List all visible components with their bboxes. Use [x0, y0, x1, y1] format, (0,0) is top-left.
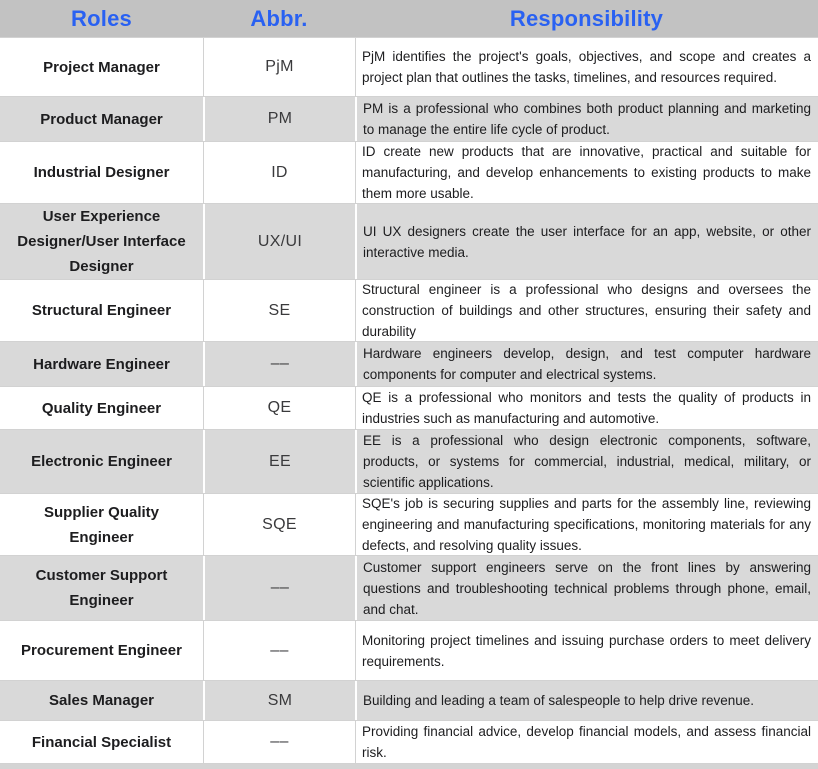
role-cell: Sales Manager	[48, 692, 155, 709]
abbr-cell: ––	[203, 721, 355, 763]
responsibility-cell	[355, 430, 818, 493]
responsibility-text: ID create new products that are innovative, practical and suitable for manufacturing, and develop enhancements to existing products to make them more usable.	[362, 144, 811, 201]
table-header	[0, 0, 818, 37]
role-cell: Procurement Engineer	[21, 642, 182, 659]
abbr-cell: ––	[203, 342, 355, 386]
table-row	[0, 97, 818, 141]
role-cell: Quality Engineer	[41, 399, 162, 417]
responsibility-cell	[355, 556, 818, 620]
responsibility-text: QE is a professional who monitors and tests the quality of products in industries such as manufacturing and automotive.	[362, 390, 811, 426]
table-row	[0, 430, 818, 493]
role-cell: Product Manager	[40, 110, 163, 128]
abbr-cell: ID	[203, 142, 355, 203]
responsibility-cell	[355, 621, 818, 680]
responsibility-text: PjM identifies the project's goals, objectives, and scope and creates a project plan that outlines the tasks, timelines, and resources required.	[362, 49, 811, 85]
role-cell: Customer Support Engineer	[35, 567, 168, 609]
responsibility-cell	[355, 142, 818, 203]
table-row	[0, 556, 818, 620]
role-cell: Electronic Engineer	[31, 453, 172, 470]
responsibility-cell	[355, 204, 818, 279]
abbr-cell: SM	[203, 681, 355, 720]
header-roles: Roles	[71, 5, 132, 31]
header-abbr: Abbr.	[250, 5, 308, 31]
responsibility-cell	[355, 681, 818, 720]
table-row	[0, 720, 818, 764]
responsibility-text: Providing financial advice, develop financial models, and assess financial risk.	[362, 724, 811, 760]
table-row	[0, 620, 818, 681]
role-cell: Hardware Engineer	[33, 355, 170, 373]
role-cell: Financial Specialist	[31, 733, 172, 751]
table-row	[0, 681, 818, 720]
abbr-cell: PjM	[203, 38, 355, 96]
abbr-cell: UX/UI	[203, 204, 355, 279]
role-cell: Industrial Designer	[33, 164, 170, 181]
table-row	[0, 141, 818, 204]
responsibility-text: Structural engineer is a professional who designs and oversees the construction of buildings and other structures, ensuring their safety and durability	[362, 282, 811, 339]
abbr-cell: EE	[203, 430, 355, 493]
responsibility-cell	[355, 342, 818, 386]
abbr-cell: SE	[203, 280, 355, 341]
table-row	[0, 493, 818, 556]
responsibility-cell	[355, 280, 818, 341]
role-cell: Structural Engineer	[31, 302, 172, 319]
responsibility-text: EE is a professional who design electronic components, software, products, or systems for commercial, industrial, medical, military, or scientific applications.	[363, 433, 811, 490]
abbr-cell: ––	[203, 621, 355, 680]
responsibility-text: SQE's job is securing supplies and parts for the assembly line, reviewing engineering and manufacturing specifications, monitoring materials for any defects, and resolving quality issues.	[362, 496, 811, 553]
responsibility-cell	[355, 387, 818, 429]
table-row	[0, 279, 818, 342]
responsibility-text: Monitoring project timelines and issuing purchase orders to meet delivery requirements.	[362, 632, 811, 669]
responsibility-cell	[355, 97, 818, 141]
role-cell: Project Manager	[43, 58, 160, 76]
responsibility-cell	[355, 38, 818, 96]
abbr-cell: ––	[203, 556, 355, 620]
responsibility-text: PM is a professional who combines both product planning and marketing to manage the entire life cycle of product.	[363, 101, 811, 137]
table-row	[0, 204, 818, 279]
responsibility-cell	[355, 721, 818, 763]
table-row	[0, 342, 818, 386]
responsibility-text: Customer support engineers serve on the front lines by answering questions and troubleshooting technical problems through phone, email, and chat.	[363, 559, 811, 617]
abbr-cell: SQE	[203, 494, 355, 555]
table-row	[0, 37, 818, 97]
table-bottom-border	[0, 764, 818, 769]
abbr-cell: PM	[203, 97, 355, 141]
role-cell: Supplier Quality Engineer	[43, 503, 160, 546]
table-row	[0, 386, 818, 430]
responsibility-text: Hardware engineers develop, design, and test computer hardware components for computer and electrical systems.	[363, 346, 811, 382]
header-responsibility: Responsibility	[509, 5, 664, 31]
responsibility-cell	[355, 494, 818, 555]
abbr-cell: QE	[203, 387, 355, 429]
responsibility-text: Building and leading a team of salespeople to help drive revenue.	[363, 693, 755, 708]
role-cell: User Experience Designer/User Interface Designer	[17, 208, 186, 275]
responsibility-text: UI UX designers create the user interface for an app, website, or other interactive media.	[363, 223, 811, 260]
